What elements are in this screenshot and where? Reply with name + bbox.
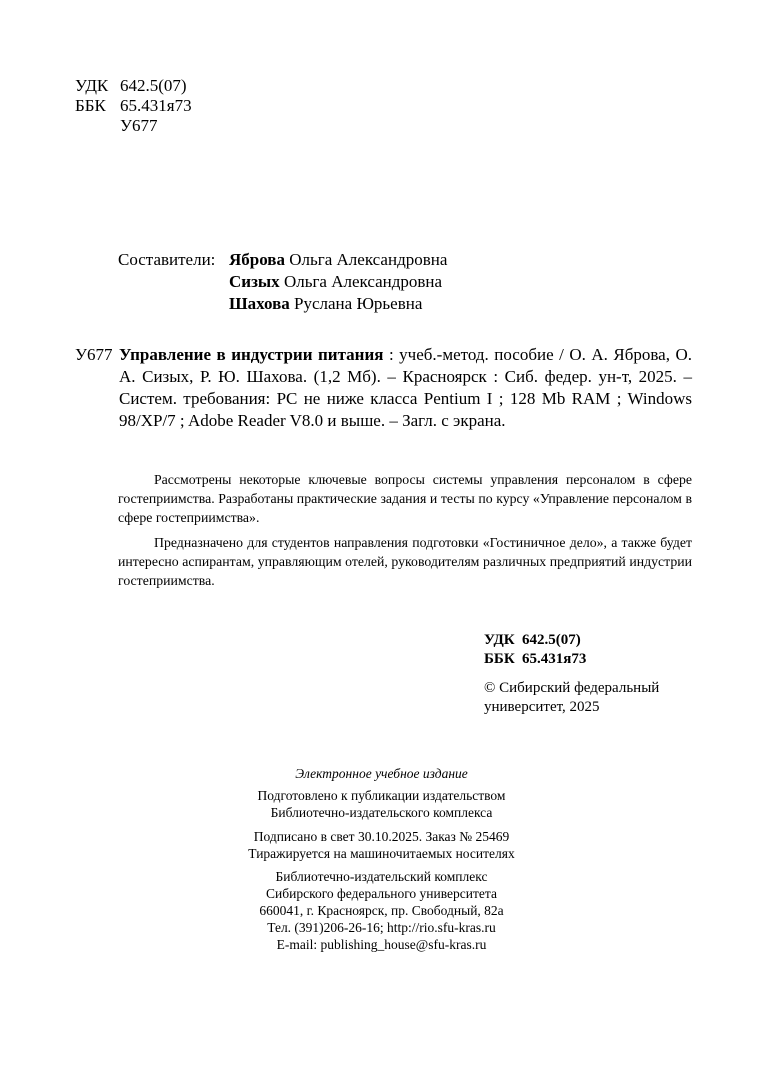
- compiler-name: Ольга Александровна: [289, 250, 448, 269]
- bbk-label: ББК: [75, 96, 106, 115]
- book-title: Управление в индустрии питания: [119, 345, 384, 364]
- preparation-info: [0, 787, 763, 821]
- compiler-row: [118, 249, 447, 271]
- compilers-label: Составители:: [118, 250, 216, 269]
- bbk-value: 65.431я73: [120, 96, 192, 115]
- publisher-email: E-mail: publishing_house@sfu-kras.ru: [276, 937, 487, 952]
- abstract-paragraph: Предназначено для студентов направления подготовки «Гостиничное дело», а также будет интересно аспирантам, управляющим отелей, руководителям различных предприятий индустрии гостеприимства.: [118, 535, 692, 588]
- compilers-block: [118, 249, 447, 315]
- bibliographic-details: : учеб.-метод. пособие / О. А. Яброва, О. А. Сизых, Р. Ю. Шахова. (1,2 Мб). – Красноярск : Сиб. федер. ун-т, 2025. – Систем. требования: PC не ниже класса Pentium I ; 128 Mb RAM ; Windows 98/XP/7 ; Adobe Reader V8.0 и выше. – Загл. с экрана.: [119, 345, 693, 430]
- replication-line: Тиражируется на машиночитаемых носителях: [248, 846, 515, 861]
- udk-label: УДК: [75, 76, 109, 95]
- udk-value: 642.5(07): [522, 632, 581, 648]
- copyright-line: © Сибирский федеральный: [484, 680, 660, 696]
- author-sign: У677: [120, 116, 158, 135]
- abstract-paragraph: Рассмотрены некоторые ключевые вопросы системы управления персоналом в сфере гостеприимства. Разработаны практические задания и тесты по курсу «Управление персоналом в сфере гостеприимства».: [118, 472, 692, 525]
- bbk-value: 65.431я73: [522, 651, 587, 667]
- compiler-surname: Сизых: [229, 272, 280, 291]
- bbk-row: [75, 96, 192, 116]
- publisher-contacts: Тел. (391)206-26-16; http://rio.sfu-kras.ru: [267, 920, 496, 935]
- abstract: [118, 470, 692, 596]
- copyright-line: университет, 2025: [484, 699, 600, 715]
- signed-line: Подписано в свет 30.10.2025. Заказ № 25469: [253, 829, 510, 844]
- bibliographic-record: [75, 344, 692, 432]
- udk-row: [75, 76, 192, 96]
- udk-label: УДК: [484, 632, 515, 648]
- classification-codes: [75, 76, 192, 136]
- compiler-surname: Шахова: [229, 294, 290, 313]
- udk-row: [484, 631, 586, 650]
- classification-codes-bottom: [484, 631, 586, 669]
- bbk-label: ББК: [484, 651, 515, 667]
- bbk-row: [484, 650, 586, 669]
- publisher-info: [0, 868, 763, 953]
- bibliographic-text: [119, 344, 692, 432]
- udk-value: 642.5(07): [120, 76, 187, 95]
- publisher-address: 660041, г. Красноярск, пр. Свободный, 82а: [259, 903, 504, 918]
- copyright-notice: [484, 679, 659, 717]
- compiler-row: [118, 293, 447, 315]
- publisher-name: Библиотечно-издательский комплекс: [275, 869, 488, 884]
- edition-type: Электронное учебное издание: [295, 766, 468, 781]
- compiler-surname: Яброва: [229, 250, 285, 269]
- publisher-name: Сибирского федерального университета: [266, 886, 497, 901]
- bibliographic-code: У677: [75, 345, 113, 364]
- compiler-name: Ольга Александровна: [283, 272, 443, 291]
- publication-info: [0, 828, 763, 862]
- imprint-line: Библиотечно-издательского комплекса: [270, 805, 493, 820]
- imprint-line: Подготовлено к публикации издательством: [257, 788, 506, 803]
- compiler-row: [118, 271, 447, 293]
- compiler-name: Руслана Юрьевна: [294, 294, 423, 313]
